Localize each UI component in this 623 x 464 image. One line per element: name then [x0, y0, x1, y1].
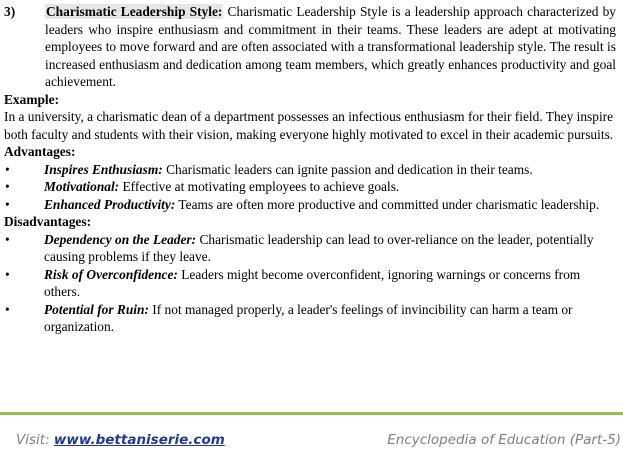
list-item	[4, 196, 616, 214]
list-item	[4, 161, 616, 179]
book-title: Encyclopedia of Education (Part-5)	[387, 432, 621, 448]
item-text: If not managed properly, a leader's feelings of invincibility can harm a team or organization.	[44, 301, 573, 334]
page-footer	[0, 432, 623, 452]
item-term: Risk of Overconfidence:	[44, 266, 178, 282]
disadvantages-label: Disadvantages:	[4, 214, 92, 229]
list-item	[4, 266, 616, 301]
section-heading-paragraph	[4, 3, 616, 91]
list-item	[4, 178, 616, 196]
document-page	[4, 0, 616, 336]
item-term: Dependency on the Leader:	[44, 231, 197, 247]
bullet-icon: •	[5, 266, 10, 282]
item-term: Motivational:	[44, 179, 120, 194]
example-text: In a university, a charismatic dean of a department possesses an infectious enthusiasm for their field. They inspire both faculty and students with their vision, making everyone highly motivated to excel in their academic pursuits.	[4, 109, 614, 142]
advantages-list	[4, 161, 616, 214]
example-label: Example:	[4, 91, 60, 107]
footer-divider	[0, 412, 623, 415]
item-text: Leaders might become overconfident, ignoring warnings or concerns from others.	[44, 266, 581, 299]
visit-label: Visit:	[16, 432, 50, 448]
item-text: Effective at motivating employees to achieve goals.	[122, 179, 400, 194]
bullet-icon: •	[5, 231, 10, 247]
item-term: Enhanced Productivity:	[44, 196, 176, 212]
bullet-icon: •	[5, 161, 10, 177]
disadvantages-list	[4, 231, 616, 336]
list-item	[4, 301, 616, 336]
section-title: Charismatic Leadership Style:	[46, 4, 223, 19]
website-link[interactable]: www.bettaniserie.com	[53, 432, 225, 448]
bullet-icon: •	[5, 196, 10, 212]
item-text: Charismatic leadership can lead to over-reliance on the leader, potentially causing problems if they leave.	[44, 231, 594, 264]
list-item	[4, 231, 616, 266]
item-text: Teams are often more productive and committed under charismatic leadership.	[178, 196, 600, 212]
section-number: 3)	[4, 4, 16, 19]
item-term: Potential for Ruin:	[44, 301, 149, 317]
bullet-icon: •	[5, 179, 10, 194]
bullet-icon: •	[5, 301, 10, 317]
section-body: Charismatic Leadership Style is a leadership approach characterized by leaders who inspire enthusiasm and commitment in their teams. These leaders are adept at motivating employees to move forward and are often associated with a transformational leadership style. The result is increased enthusiasm and dedication among team members, which greatly enhances productivity and goal achievement.	[45, 4, 617, 89]
advantages-label: Advantages:	[4, 144, 76, 159]
item-term: Inspires Enthusiasm:	[44, 161, 163, 177]
footer-visit	[16, 432, 225, 448]
item-text: Charismatic leaders can ignite passion and dedication in their teams.	[166, 161, 533, 177]
